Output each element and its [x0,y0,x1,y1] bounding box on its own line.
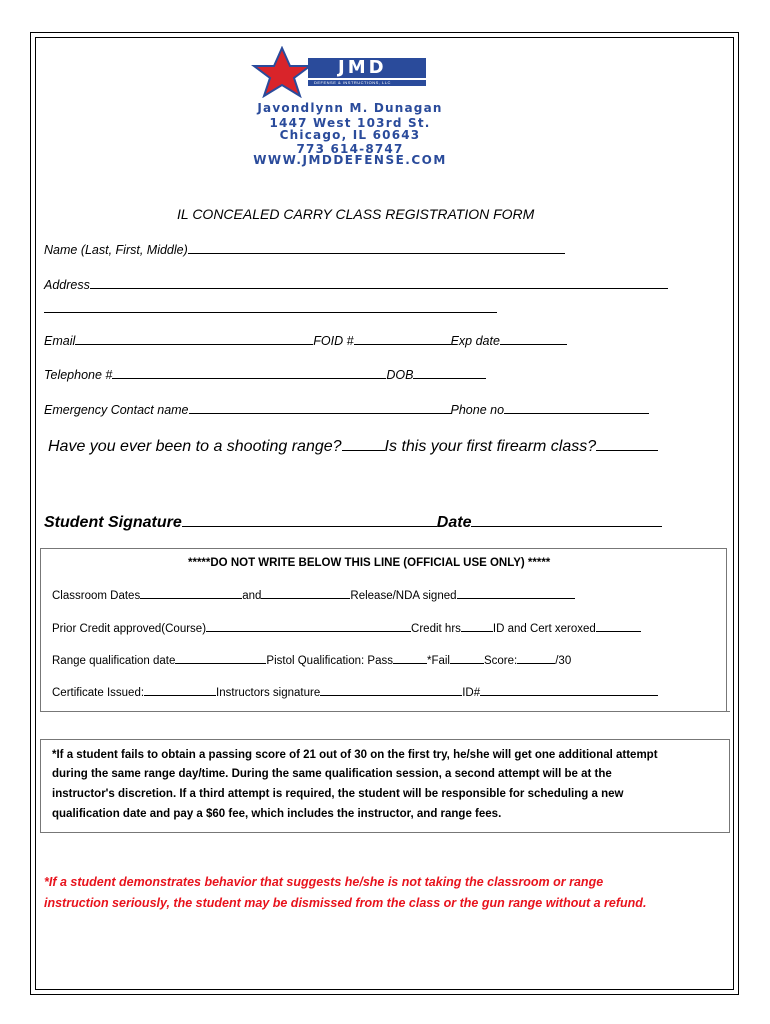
notes-box-left [40,739,41,832]
instructors-signature-label: Instructors signature [216,687,321,699]
score-field[interactable] [517,663,555,664]
jmd-logo [248,46,438,98]
exp-date-label: Exp date [450,334,500,348]
date-field[interactable] [471,526,662,527]
certificate-issued-label: Certificate Issued: [52,687,145,699]
instructor-name: Javondlynn M. Dunagan [257,101,443,115]
telephone-label: Telephone # [44,368,113,382]
street-address: 1447 West 103rd St. [269,116,431,130]
warning-line-1: *If a student demonstrates behavior that suggests he/she is not taking the classroom or range [44,875,604,889]
dob-label: DOB [386,368,414,382]
prior-credit-field[interactable] [206,631,411,632]
pistol-qualification-pass-label: Pistol Qualification: Pass [266,655,393,667]
phone-no-field[interactable] [504,413,649,414]
email-row [44,334,567,348]
logo-tagline: DEFENSE & INSTRUCTIONS, LLC [314,80,391,85]
prior-credit-row [52,623,641,635]
release-nda-field[interactable] [457,598,575,599]
certificate-issued-field[interactable] [144,695,216,696]
fail-field[interactable] [450,663,484,664]
and-label: and [242,590,262,602]
emergency-contact-label: Emergency Contact name [44,403,189,417]
dob-field[interactable] [413,378,486,379]
prior-credit-label: Prior Credit approved(Course) [52,623,207,635]
address-label: Address [44,278,90,292]
footnote-line-2: during the same range day/time. During the same qualification session, a second attempt will be at the [52,768,612,780]
first-class-question: Is this your first firearm class? [384,438,597,455]
shooting-range-question: Have you ever been to a shooting range? [48,438,342,455]
id-number-field[interactable] [480,695,658,696]
address-field-1[interactable] [90,288,668,289]
classroom-dates-row [52,590,575,602]
score-label: Score: [483,655,518,667]
name-field[interactable] [188,253,565,254]
pass-field[interactable] [393,663,427,664]
official-use-heading: *****DO NOT WRITE BELOW THIS LINE (OFFICIAL USE ONLY) ***** [188,557,551,569]
official-box-right [726,548,727,711]
phone-no-label: Phone no [450,403,505,417]
city-address: Chicago, IL 60643 [279,128,421,142]
footnote-line-1: *If a student fails to obtain a passing score of 21 out of 30 on the first try, he/she will get one additional attempt [52,749,658,761]
address-field-2[interactable] [44,312,497,313]
foid-field[interactable] [354,344,451,345]
email-field[interactable] [75,344,313,345]
warning-line-2: instruction seriously, the student may be dismissed from the class or the gun range without a refund. [44,896,647,910]
emergency-row [44,403,649,417]
emergency-contact-field[interactable] [189,413,451,414]
footnote-line-3: instructor's discretion. If a third attempt is required, the student will be responsible for scheduling a new [52,788,624,800]
id-cert-xeroxed-field[interactable] [596,631,641,632]
fail-label: *Fail [426,655,450,667]
official-box-bottom [40,711,730,712]
student-signature-label: Student Signature [44,514,182,531]
release-nda-label: Release/NDA signed [350,590,457,602]
footnote-line-4: qualification date and pay a $60 fee, which includes the instructor, and range fees. [52,808,502,820]
notes-box-bottom [40,832,730,833]
official-box-top [40,548,726,549]
score-total-label: /30 [555,655,572,667]
credit-hrs-field[interactable] [461,631,493,632]
credit-hrs-label: Credit hrs [411,623,461,635]
website: WWW.JMDDEFENSE.COM [253,153,447,167]
date-label: Date [436,514,472,531]
exp-date-field[interactable] [500,344,567,345]
classroom-date-2-field[interactable] [261,598,350,599]
instructors-signature-field[interactable] [320,695,462,696]
notes-box-top [40,739,730,740]
range-date-field[interactable] [175,663,266,664]
logo-brand: JMD [338,57,387,78]
shooting-range-answer[interactable] [342,450,385,451]
id-number-label: ID# [462,687,481,699]
name-row [44,243,565,257]
student-signature-field[interactable] [182,526,437,527]
classroom-dates-label: Classroom Dates [52,590,141,602]
id-cert-xeroxed-label: ID and Cert xeroxed [492,623,596,635]
email-label: Email [44,334,76,348]
name-label: Name (Last, First, Middle) [44,243,188,257]
telephone-row [44,368,486,382]
official-box-left [40,548,41,711]
signature-row [44,514,662,532]
phone-number: 773 614-8747 [296,142,404,156]
range-qualification-row [52,655,571,667]
notes-box-right [729,739,730,832]
telephone-field[interactable] [112,378,386,379]
range-date-label: Range qualification date [52,655,176,667]
certificate-row [52,687,658,699]
form-title: IL CONCEALED CARRY CLASS REGISTRATION FORM [177,206,535,222]
questions-row [48,438,658,456]
foid-label: FOID # [313,334,354,348]
address-row [44,278,668,292]
first-class-answer[interactable] [596,450,658,451]
classroom-date-1-field[interactable] [140,598,242,599]
